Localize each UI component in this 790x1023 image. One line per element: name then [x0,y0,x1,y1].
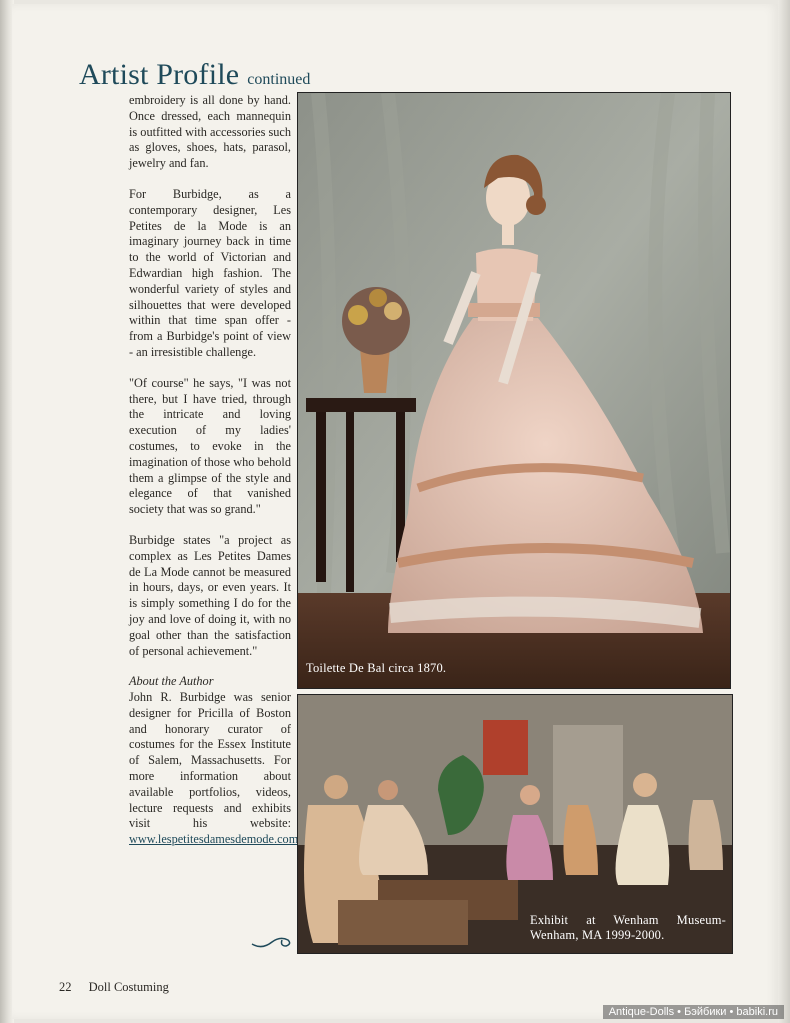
ball-gown-illustration [298,93,730,688]
paragraph-4: Burbidge states "a project as complex as Les Petites Dames de La Mode cannot be measured in hours, days, or even years. It is simply something I do for the joy and love of doing it, with no goal other than the satisfaction of personal achievement." [129,532,291,658]
about-author-text [129,690,299,848]
paragraph-2: For Burbidge, as a contemporary designer, Les Petites de la Mode is an imaginary journey back in time to the world of Victorian and Edwardian high fashion. The wonderful variety of styles and silhouettes that were developed within that time span offer - from a Burbidge's point of view - an irresistible challenge. [129,186,291,359]
exhibit-photo [297,694,733,954]
paragraph-3: "Of course" he says, "I was not there, but I have tried, through the intricate and loving execution of my ladies' costumes, to evoke in the imagination of those who behold them a glimpse of the style and elegance of that vanished society that was so grand." [129,375,291,517]
heading-title: Artist Profile [79,58,240,91]
website-link[interactable]: www.lespetitesdamesdemode.com [129,832,299,847]
page-footer [59,980,169,995]
paragraph-1: embroidery is all done by hand. Once dressed, each mannequin is outfitted with accessories such as gloves, shoes, hats, parasol, jewelry and fan. [129,93,291,171]
site-watermark: Antique-Dolls • Бэйбики • babiki.ru [603,1005,784,1019]
about-author-body: John R. Burbidge was senior designer for Pricilla of Boston and honorary curator of costumes for the Essex Institute of Salem, Massachusetts. For more information about available portfolios, videos, lecture requests and exhibits visit his website: [129,690,291,831]
heading-continued: continued [247,71,311,88]
section-heading [79,58,310,92]
article-column [129,93,299,848]
magazine-name: Doll Costuming [88,980,169,994]
flourish-ornament [250,928,294,950]
bottom-photo-caption: Exhibit at Wenham Museum-Wenham, MA 1999-2000. [530,913,726,942]
ball-gown-doll-photo [297,92,731,689]
about-author-heading: About the Author [129,674,214,689]
page-number: 22 [59,980,72,994]
top-photo-caption: Toilette De Bal circa 1870. [306,661,447,675]
page-edge [778,0,790,1023]
